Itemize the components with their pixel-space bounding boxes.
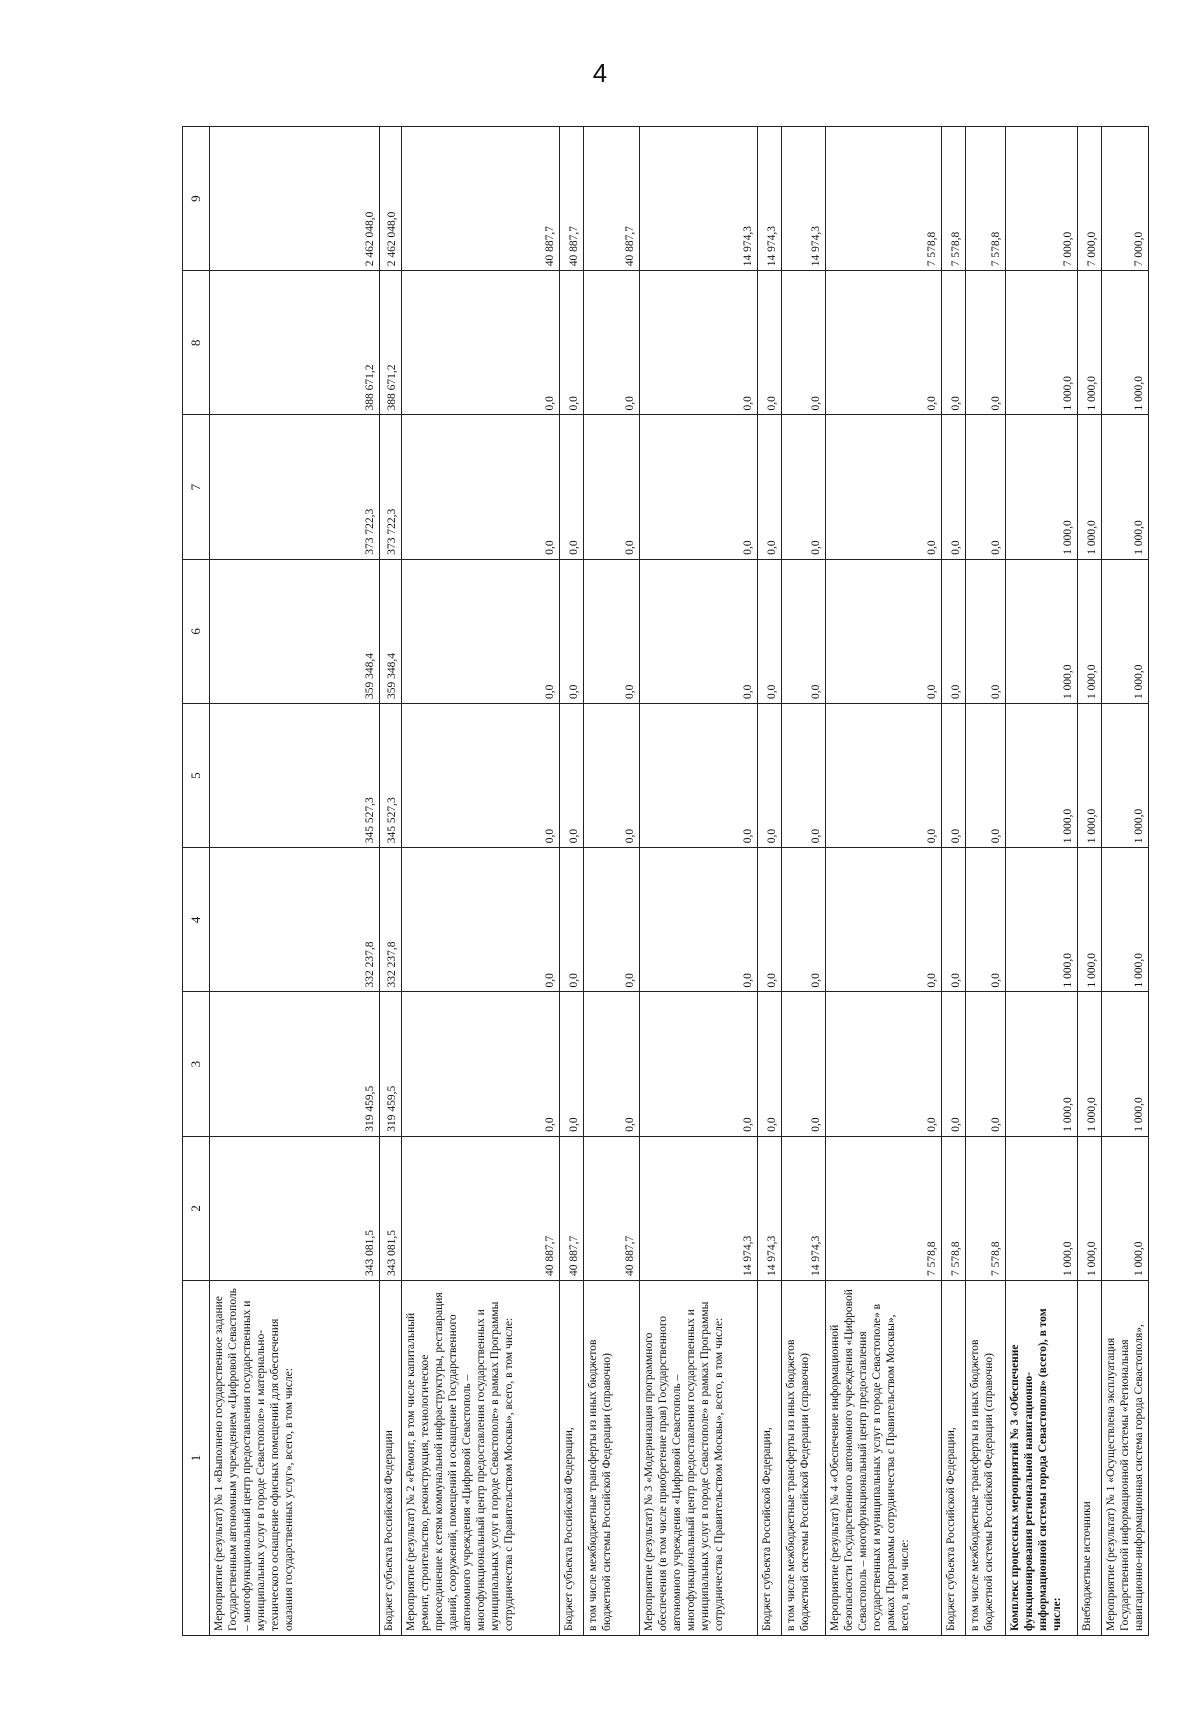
cell-value: 332 237,8 bbox=[380, 848, 402, 992]
cell-value: 388 671,2 bbox=[380, 271, 402, 415]
cell-value: 0,0 bbox=[782, 415, 826, 559]
cell-value: 7 000,0 bbox=[1078, 127, 1102, 271]
cell-value: 1 000,0 bbox=[1102, 704, 1149, 848]
cell-value: 0,0 bbox=[942, 415, 966, 559]
cell-value: 7 578,8 bbox=[942, 1136, 966, 1280]
cell-value: 0,0 bbox=[782, 704, 826, 848]
cell-value: 373 722,3 bbox=[210, 415, 380, 559]
row-description: Мероприятие (результат) № 4 «Обеспечение информационной безопасности Государственного автономного учреждения «Цифровой Севастополь – многофункциональный центр предоставления государственных и муниципальных услуг в городе Севастополе» в рамках Программы сотрудничества с Правительством Москвы», всего, в том числе: bbox=[826, 1281, 942, 1636]
row-description: Мероприятие (результат) № 1 «Выполнено государственное задание Государственным автономным учреждением «Цифровой Севастополь – многофункциональный центр предоставления государственных и муниципальных услуг в городе Севастополе» и материально-технического оснащение офисных помещений для обеспечения оказания государственных услуг», всего, в том числе: bbox=[210, 1281, 380, 1636]
cell-value: 343 081,5 bbox=[380, 1136, 402, 1280]
cell-value: 1 000,0 bbox=[1006, 559, 1078, 703]
table-row bbox=[402, 127, 560, 1636]
cell-value: 0,0 bbox=[758, 559, 782, 703]
cell-value: 1 000,0 bbox=[1078, 559, 1102, 703]
cell-value: 1 000,0 bbox=[1006, 848, 1078, 992]
cell-value: 332 237,8 bbox=[210, 848, 380, 992]
table-row bbox=[966, 127, 1006, 1636]
cell-value: 0,0 bbox=[966, 848, 1006, 992]
cell-value: 0,0 bbox=[560, 992, 584, 1136]
cell-value: 2 462 048,0 bbox=[210, 127, 380, 271]
cell-value: 1 000,0 bbox=[1102, 848, 1149, 992]
cell-value: 319 459,5 bbox=[380, 992, 402, 1136]
cell-value: 388 671,2 bbox=[210, 271, 380, 415]
cell-value: 0,0 bbox=[560, 848, 584, 992]
cell-value: 1 000,0 bbox=[1102, 992, 1149, 1136]
cell-value: 7 000,0 bbox=[1102, 127, 1149, 271]
cell-value: 1 000,0 bbox=[1078, 271, 1102, 415]
cell-value: 0,0 bbox=[942, 992, 966, 1136]
column-header-9: 9 bbox=[183, 127, 210, 271]
table-row bbox=[380, 127, 402, 1636]
cell-value: 1 000,0 bbox=[1006, 704, 1078, 848]
cell-value: 0,0 bbox=[966, 415, 1006, 559]
cell-value: 1 000,0 bbox=[1078, 992, 1102, 1136]
table-row bbox=[942, 127, 966, 1636]
table-row bbox=[1006, 127, 1078, 1636]
cell-value: 0,0 bbox=[560, 559, 584, 703]
cell-value: 0,0 bbox=[782, 271, 826, 415]
cell-value: 0,0 bbox=[640, 992, 758, 1136]
cell-value: 0,0 bbox=[402, 271, 560, 415]
table-row bbox=[758, 127, 782, 1636]
row-description: Мероприятие (результат) № 1 «Осуществлена эксплуатация Государственной информационной системы «Региональная навигационно-информационная система города Севастополя», bbox=[1102, 1281, 1149, 1636]
cell-value: 343 081,5 bbox=[210, 1136, 380, 1280]
row-description: Бюджет субъекта Российской Федерации bbox=[380, 1281, 402, 1636]
cell-value: 0,0 bbox=[640, 271, 758, 415]
cell-value: 40 887,7 bbox=[402, 127, 560, 271]
cell-value: 1 000,0 bbox=[1102, 271, 1149, 415]
cell-value: 319 459,5 bbox=[210, 992, 380, 1136]
cell-value: 0,0 bbox=[782, 848, 826, 992]
header-row bbox=[183, 127, 210, 1636]
cell-value: 40 887,7 bbox=[584, 1136, 640, 1280]
table-row bbox=[782, 127, 826, 1636]
cell-value: 0,0 bbox=[584, 848, 640, 992]
row-description: в том числе межбюджетные трансферты из иных бюджетов бюджетной системы Российской Федерации (справочно) bbox=[966, 1281, 1006, 1636]
cell-value: 0,0 bbox=[402, 848, 560, 992]
cell-value: 0,0 bbox=[402, 704, 560, 848]
cell-value: 359 348,4 bbox=[380, 559, 402, 703]
cell-value: 0,0 bbox=[640, 704, 758, 848]
cell-value: 0,0 bbox=[826, 848, 942, 992]
cell-value: 0,0 bbox=[782, 559, 826, 703]
cell-value: 40 887,7 bbox=[584, 127, 640, 271]
cell-value: 0,0 bbox=[966, 704, 1006, 848]
column-header-6: 6 bbox=[183, 559, 210, 703]
budget-table-wrapper bbox=[182, 126, 1146, 1636]
cell-value: 1 000,0 bbox=[1078, 704, 1102, 848]
column-header-8: 8 bbox=[183, 271, 210, 415]
column-header-3: 3 bbox=[183, 992, 210, 1136]
column-header-2: 2 bbox=[183, 1136, 210, 1280]
cell-value: 0,0 bbox=[758, 271, 782, 415]
cell-value: 0,0 bbox=[966, 271, 1006, 415]
column-header-7: 7 bbox=[183, 415, 210, 559]
cell-value: 0,0 bbox=[966, 559, 1006, 703]
page-number: 4 bbox=[592, 58, 608, 88]
cell-value: 7 578,8 bbox=[942, 127, 966, 271]
cell-value: 0,0 bbox=[640, 848, 758, 992]
column-header-1: 1 bbox=[183, 1281, 210, 1636]
cell-value: 0,0 bbox=[584, 992, 640, 1136]
cell-value: 7 578,8 bbox=[966, 127, 1006, 271]
cell-value: 0,0 bbox=[640, 559, 758, 703]
cell-value: 1 000,0 bbox=[1078, 848, 1102, 992]
cell-value: 0,0 bbox=[402, 415, 560, 559]
cell-value: 0,0 bbox=[942, 848, 966, 992]
cell-value: 0,0 bbox=[584, 271, 640, 415]
cell-value: 14 974,3 bbox=[758, 127, 782, 271]
cell-value: 1 000,0 bbox=[1078, 1136, 1102, 1280]
cell-value: 0,0 bbox=[782, 992, 826, 1136]
cell-value: 40 887,7 bbox=[560, 127, 584, 271]
cell-value: 0,0 bbox=[758, 704, 782, 848]
row-description: Мероприятие (результат) № 2 «Ремонт, в том числе капитальный ремонт, строительство, реконструкция, технологическое присоединение к сетям коммунальной инфраструктуры, реставрация зданий, сооружений, помещений и оснащение Государственного автономного учреждения «Цифровой Севастополь – многофункциональный центр предоставления государственных и муниципальных услуг в городе Севастополе» в рамках Программы сотрудничества с Правительством Москвы», всего, в том числе: bbox=[402, 1281, 560, 1636]
table-row bbox=[1078, 127, 1102, 1636]
cell-value: 0,0 bbox=[826, 415, 942, 559]
cell-value: 0,0 bbox=[826, 271, 942, 415]
cell-value: 0,0 bbox=[584, 704, 640, 848]
cell-value: 0,0 bbox=[584, 559, 640, 703]
table-row bbox=[560, 127, 584, 1636]
cell-value: 0,0 bbox=[560, 271, 584, 415]
row-description: Бюджет субъекта Российской Федерации, bbox=[758, 1281, 782, 1636]
table-row bbox=[1102, 127, 1149, 1636]
cell-value: 14 974,3 bbox=[782, 127, 826, 271]
cell-value: 0,0 bbox=[942, 271, 966, 415]
cell-value: 0,0 bbox=[402, 992, 560, 1136]
table-row bbox=[210, 127, 380, 1636]
cell-value: 1 000,0 bbox=[1006, 271, 1078, 415]
cell-value: 1 000,0 bbox=[1078, 415, 1102, 559]
row-description: Внебюджетные источники bbox=[1078, 1281, 1102, 1636]
row-description: Комплекс процессных мероприятий № 3 «Обеспечение функционирования региональной навигационно-информационной системы города Севастополя» (всего), в том числе: bbox=[1006, 1281, 1078, 1636]
cell-value: 345 527,3 bbox=[380, 704, 402, 848]
cell-value: 0,0 bbox=[758, 415, 782, 559]
cell-value: 0,0 bbox=[942, 559, 966, 703]
cell-value: 14 974,3 bbox=[782, 1136, 826, 1280]
cell-value: 0,0 bbox=[640, 415, 758, 559]
row-description: в том числе межбюджетные трансферты из иных бюджетов бюджетной системы Российской Федерации (справочно) bbox=[584, 1281, 640, 1636]
cell-value: 14 974,3 bbox=[640, 1136, 758, 1280]
cell-value: 14 974,3 bbox=[640, 127, 758, 271]
cell-value: 345 527,3 bbox=[210, 704, 380, 848]
table-row bbox=[584, 127, 640, 1636]
cell-value: 0,0 bbox=[402, 559, 560, 703]
cell-value: 1 000,0 bbox=[1006, 992, 1078, 1136]
column-header-5: 5 bbox=[183, 704, 210, 848]
cell-value: 40 887,7 bbox=[402, 1136, 560, 1280]
cell-value: 0,0 bbox=[758, 992, 782, 1136]
cell-value: 7 578,8 bbox=[826, 1136, 942, 1280]
cell-value: 1 000,0 bbox=[1102, 1136, 1149, 1280]
cell-value: 1 000,0 bbox=[1102, 415, 1149, 559]
cell-value: 0,0 bbox=[826, 704, 942, 848]
cell-value: 1 000,0 bbox=[1102, 559, 1149, 703]
table-row bbox=[826, 127, 942, 1636]
cell-value: 0,0 bbox=[826, 992, 942, 1136]
cell-value: 0,0 bbox=[560, 704, 584, 848]
cell-value: 14 974,3 bbox=[758, 1136, 782, 1280]
cell-value: 7 578,8 bbox=[826, 127, 942, 271]
budget-table bbox=[182, 126, 1149, 1636]
column-header-4: 4 bbox=[183, 848, 210, 992]
cell-value: 0,0 bbox=[758, 848, 782, 992]
cell-value: 359 348,4 bbox=[210, 559, 380, 703]
row-description: Мероприятие (результат) № 3 «Модернизация программного обеспечения (в том числе приобретение прав) Государственного автономного учреждения «Цифровой Севастополь – многофункциональный центр предоставления государственных и муниципальных услуг в городе Севастополе» в рамках Программы сотрудничества с Правительством Москвы», всего, в том числе: bbox=[640, 1281, 758, 1636]
row-description: Бюджет субъекта Российской Федерации, bbox=[942, 1281, 966, 1636]
cell-value: 0,0 bbox=[584, 415, 640, 559]
cell-value: 1 000,0 bbox=[1006, 415, 1078, 559]
row-description: в том числе межбюджетные трансферты из иных бюджетов бюджетной системы Российской Федерации (справочно) bbox=[782, 1281, 826, 1636]
cell-value: 7 000,0 bbox=[1006, 127, 1078, 271]
cell-value: 2 462 048,0 bbox=[380, 127, 402, 271]
row-description: Бюджет субъекта Российской Федерации, bbox=[560, 1281, 584, 1636]
cell-value: 7 578,8 bbox=[966, 1136, 1006, 1280]
cell-value: 1 000,0 bbox=[1006, 1136, 1078, 1280]
cell-value: 373 722,3 bbox=[380, 415, 402, 559]
cell-value: 0,0 bbox=[942, 704, 966, 848]
cell-value: 40 887,7 bbox=[560, 1136, 584, 1280]
cell-value: 0,0 bbox=[966, 992, 1006, 1136]
cell-value: 0,0 bbox=[826, 559, 942, 703]
table-row bbox=[640, 127, 758, 1636]
cell-value: 0,0 bbox=[560, 415, 584, 559]
